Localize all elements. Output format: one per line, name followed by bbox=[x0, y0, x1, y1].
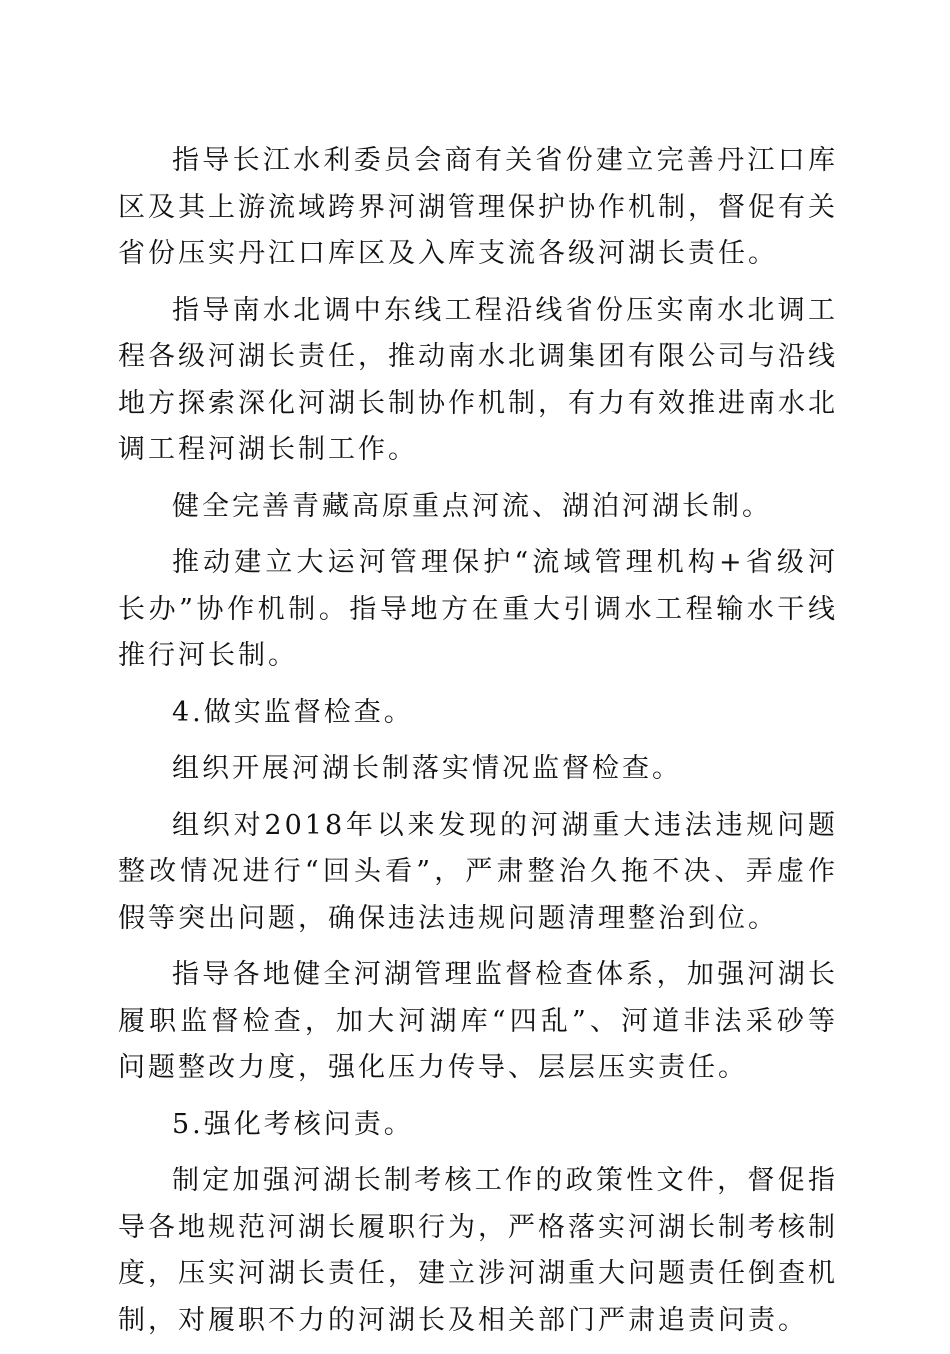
section-heading-4: 4.做实监督检查。 bbox=[172, 696, 414, 728]
paragraph-grand-canal: 推动建立大运河管理保护“流域管理机构+省级河长办”协作机制。指导地方在重大引调水工程输水干线推行河长制。 bbox=[118, 547, 838, 671]
paragraph-assessment: 制定加强河湖长制考核工作的政策性文件，督促指导各地规范河湖长履职行为，严格落实河湖长制考核制度，压实河湖长责任，建立涉河湖重大问题责任倒查机制，对履职不力的河湖长及相关部门严肃追责问责。 bbox=[118, 1165, 838, 1336]
paragraph-qinghai-tibet: 健全完善青藏高原重点河流、湖泊河湖长制。 bbox=[172, 490, 772, 522]
section-heading-5: 5.强化考核问责。 bbox=[172, 1108, 414, 1140]
paragraph-look-back: 组织对2018年以来发现的河湖重大违法违规问题整改情况进行“回头看”，严肃整治久拖不决、弄虚作假等突出问题，确保违法违规问题清理整治到位。 bbox=[118, 809, 838, 934]
paragraph-inspection-system: 指导各地健全河湖管理监督检查体系，加强河湖长履职监督检查，加大河湖库“四乱”、河道非法采砂等问题整改力度，强化压力传导、层层压实责任。 bbox=[118, 959, 838, 1083]
document-body bbox=[118, 138, 838, 1354]
paragraph-south-north-water: 指导南水北调中东线工程沿线省份压实南水北调工程各级河湖长责任，推动南水北调集团有限公司与沿线地方探索深化河湖长制协作机制，有力有效推进南水北调工程河湖长制工作。 bbox=[118, 294, 838, 465]
paragraph-supervision: 组织开展河湖长制落实情况监督检查。 bbox=[172, 753, 682, 784]
paragraph-danjiangkou: 指导长江水利委员会商有关省份建立完善丹江口库区及其上游流域跨界河湖管理保护协作机制，督促有关省份压实丹江口库区及入库支流各级河湖长责任。 bbox=[118, 145, 838, 269]
